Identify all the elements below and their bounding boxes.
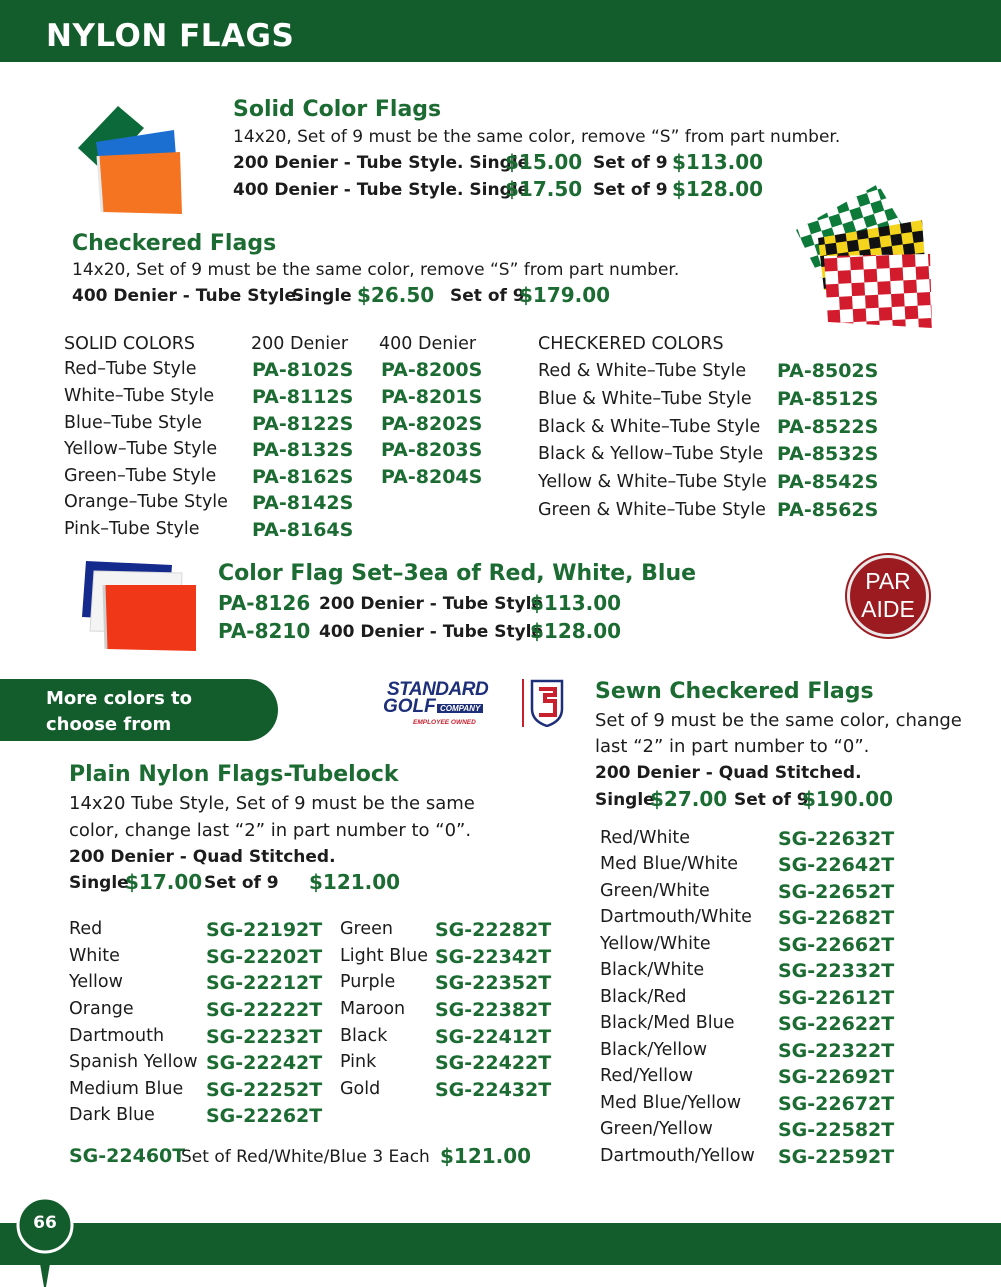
standard-golf-logo-line2: GOLF [383, 696, 436, 717]
color-set-pn: PA-8210 [218, 619, 311, 643]
sewn-color-pn: SG-22622T [778, 1013, 895, 1035]
solid-row-200-single: $15.00 [505, 150, 583, 174]
solid-color-pn-200: PA-8122S [252, 413, 354, 435]
plain-flags-denier: 200 Denier - Quad Stitched. [69, 847, 336, 867]
solid-flags-title: Solid Color Flags [233, 97, 442, 122]
sewn-color-name: Black/Med Blue [600, 1013, 735, 1033]
solid-color-name: Yellow–Tube Style [64, 439, 218, 459]
solid-row-200-set: $113.00 [672, 150, 764, 174]
sewn-color-pn: SG-22612T [778, 987, 895, 1009]
solid-color-name: Pink–Tube Style [64, 519, 200, 539]
checkered-flags-desc: 14x20, Set of 9 must be the same color, remove “S” from part number. [72, 260, 680, 280]
solid-color-pn-200: PA-8102S [252, 359, 354, 381]
checkered-color-pn: PA-8522S [777, 416, 879, 438]
sewn-color-pn: SG-22662T [778, 934, 895, 956]
solid-color-pn-400: PA-8204S [381, 466, 483, 488]
plain-color-pn: SG-22282T [435, 919, 552, 941]
sewn-color-name: Yellow/White [600, 934, 711, 954]
sewn-color-pn: SG-22692T [778, 1066, 895, 1088]
plain-color-pn: SG-22422T [435, 1052, 552, 1074]
sewn-color-pn: SG-22332T [778, 960, 895, 982]
sewn-color-name: Green/White [600, 881, 710, 901]
solid-color-pn-400: PA-8201S [381, 386, 483, 408]
page-number: 66 [33, 1213, 57, 1233]
plain-color-name: Purple [340, 972, 396, 992]
plain-color-name: Yellow [69, 972, 123, 992]
checkered-single-label: Single [292, 286, 352, 306]
plain-color-pn: SG-22352T [435, 972, 552, 994]
sewn-color-pn: SG-22682T [778, 907, 895, 929]
checkered-color-name: Blue & White–Tube Style [538, 389, 752, 409]
plain-set-desc-price: $121.00 [440, 1144, 532, 1168]
solid-row-400-label: 400 Denier - Tube Style. Single [233, 180, 530, 200]
plain-color-name: Dartmouth [69, 1026, 165, 1046]
solid-row-400-single: $17.50 [505, 177, 583, 201]
color-set-desc: 400 Denier - Tube Style [319, 622, 544, 642]
plain-set-desc: Set of Red/White/Blue 3 Each [181, 1147, 430, 1167]
checkered-set-price: $179.00 [519, 283, 611, 307]
solid-color-pn-200: PA-8142S [252, 492, 354, 514]
shield-icon [530, 679, 564, 727]
plain-color-pn: SG-22382T [435, 999, 552, 1021]
plain-color-pn: SG-22232T [206, 1026, 323, 1048]
sewn-flags-desc-1: Set of 9 must be the same color, change [595, 710, 962, 731]
plain-single-label: Single [69, 873, 129, 893]
checkered-color-pn: PA-8542S [777, 471, 879, 493]
checkered-single-price: $26.50 [357, 283, 435, 307]
sewn-color-name: Med Blue/White [600, 854, 739, 874]
sewn-single-price: $27.00 [650, 787, 728, 811]
plain-color-pn: SG-22342T [435, 946, 552, 968]
solid-color-name: White–Tube Style [64, 386, 215, 406]
par-aide-logo-line1: PAR [865, 568, 911, 594]
checkered-color-name: Black & White–Tube Style [538, 417, 761, 437]
solid-color-pn-400: PA-8203S [381, 439, 483, 461]
checkered-colors-header: CHECKERED COLORS [538, 334, 724, 354]
color-set-desc: 200 Denier - Tube Style [319, 594, 544, 614]
plain-color-name: Dark Blue [69, 1105, 155, 1125]
solid-color-name: Red–Tube Style [64, 359, 197, 379]
solid-flags-image [74, 104, 186, 218]
par-aide-logo-line2: AIDE [861, 596, 915, 622]
sewn-color-name: Black/Red [600, 987, 687, 1007]
more-colors-line1: More colors to [46, 688, 193, 709]
plain-color-pn: SG-22222T [206, 999, 323, 1021]
sewn-color-name: Green/Yellow [600, 1119, 713, 1139]
checkered-color-name: Red & White–Tube Style [538, 361, 747, 381]
checkered-color-pn: PA-8502S [777, 360, 879, 382]
plain-color-name: Medium Blue [69, 1079, 184, 1099]
sewn-color-name: Red/Yellow [600, 1066, 694, 1086]
sewn-color-name: Red/White [600, 828, 691, 848]
sewn-color-pn: SG-22642T [778, 854, 895, 876]
sewn-flags-denier: 200 Denier - Quad Stitched. [595, 763, 862, 783]
solid-colors-header: SOLID COLORS [64, 334, 195, 354]
solid-color-name: Blue–Tube Style [64, 413, 202, 433]
plain-color-name: White [69, 946, 120, 966]
plain-color-pn: SG-22202T [206, 946, 323, 968]
plain-color-pn: SG-22192T [206, 919, 323, 941]
solid-color-pn-200: PA-8132S [252, 439, 354, 461]
page-title: NYLON FLAGS [46, 18, 295, 54]
checkered-color-pn: PA-8532S [777, 443, 879, 465]
standard-golf-logo-company: COMPANY [437, 704, 483, 713]
plain-flags-desc-2: color, change last “2” in part number to “0”. [69, 820, 472, 841]
plain-color-pn: SG-22212T [206, 972, 323, 994]
sewn-color-pn: SG-22592T [778, 1146, 895, 1168]
plain-set-price: $121.00 [309, 870, 401, 894]
par-aide-logo [847, 555, 929, 637]
solid-flags-desc: 14x20, Set of 9 must be the same color, remove “S” from part number. [233, 127, 841, 147]
plain-color-name: Gold [340, 1079, 381, 1099]
solid-color-name: Green–Tube Style [64, 466, 217, 486]
plain-color-pn: SG-22252T [206, 1079, 323, 1101]
logo-divider [522, 679, 524, 727]
sewn-flags-title: Sewn Checkered Flags [595, 679, 874, 704]
denier-400-header: 400 Denier [379, 334, 477, 354]
checkered-color-pn: PA-8512S [777, 388, 879, 410]
standard-golf-logo-tagline: EMPLOYEE OWNED [413, 719, 476, 726]
plain-color-name: Pink [340, 1052, 377, 1072]
checkered-flags-title: Checkered Flags [72, 231, 277, 256]
solid-row-400-set-label: Set of 9 [593, 180, 668, 200]
plain-color-pn: SG-22432T [435, 1079, 552, 1101]
sewn-color-pn: SG-22322T [778, 1040, 895, 1062]
plain-flags-title: Plain Nylon Flags-Tubelock [69, 762, 399, 787]
solid-color-pn-200: PA-8164S [252, 519, 354, 541]
plain-color-pn: SG-22262T [206, 1105, 323, 1127]
sewn-set-price: $190.00 [802, 787, 894, 811]
sewn-color-pn: SG-22582T [778, 1119, 895, 1141]
plain-color-name: Black [340, 1026, 388, 1046]
sewn-color-name: Dartmouth/White [600, 907, 752, 927]
sewn-single-label: Single [595, 790, 655, 810]
color-set-price: $113.00 [530, 591, 622, 615]
solid-color-pn-200: PA-8112S [252, 386, 354, 408]
denier-200-header: 200 Denier [251, 334, 349, 354]
solid-color-pn-200: PA-8162S [252, 466, 354, 488]
plain-flags-desc-1: 14x20 Tube Style, Set of 9 must be the same [69, 793, 475, 814]
checkered-row-label: 400 Denier - Tube Style. [72, 286, 303, 306]
checkered-set-label: Set of 9 [450, 286, 525, 306]
plain-color-name: Red [69, 919, 103, 939]
color-set-price: $128.00 [530, 619, 622, 643]
sewn-color-pn: SG-22672T [778, 1093, 895, 1115]
plain-color-pn: SG-22242T [206, 1052, 323, 1074]
checkered-color-name: Yellow & White–Tube Style [538, 472, 767, 492]
solid-row-200-set-label: Set of 9 [593, 153, 668, 173]
solid-row-200-label: 200 Denier - Tube Style. Single [233, 153, 530, 173]
plain-set-pn: SG-22460T [69, 1145, 186, 1167]
solid-color-pn-400: PA-8202S [381, 413, 483, 435]
color-set-title: Color Flag Set–3ea of Red, White, Blue [218, 561, 697, 586]
standard-golf-logo-line1: STANDARD [387, 679, 489, 700]
golf-ball-tee-icon [14, 1196, 76, 1287]
plain-set-label: Set of 9 [204, 873, 279, 893]
standard-golf-logo [383, 679, 567, 731]
sewn-set-label: Set of 9 [734, 790, 809, 810]
more-colors-banner [0, 679, 278, 741]
sewn-color-pn: SG-22652T [778, 881, 895, 903]
sewn-flags-desc-2: last “2” in part number to “0”. [595, 736, 870, 757]
checkered-color-name: Green & White–Tube Style [538, 500, 766, 520]
sewn-color-name: Black/White [600, 960, 705, 980]
sewn-color-name: Black/Yellow [600, 1040, 708, 1060]
sewn-color-name: Dartmouth/Yellow [600, 1146, 755, 1166]
color-set-pn: PA-8126 [218, 591, 311, 615]
plain-color-name: Green [340, 919, 393, 939]
solid-row-400-set: $128.00 [672, 177, 764, 201]
footer-bar [0, 1223, 1001, 1265]
plain-color-name: Maroon [340, 999, 406, 1019]
checkered-color-name: Black & Yellow–Tube Style [538, 444, 764, 464]
plain-color-name: Orange [69, 999, 134, 1019]
plain-color-pn: SG-22412T [435, 1026, 552, 1048]
sewn-color-name: Med Blue/Yellow [600, 1093, 742, 1113]
plain-color-name: Light Blue [340, 946, 428, 966]
sewn-color-pn: SG-22632T [778, 828, 895, 850]
solid-color-name: Orange–Tube Style [64, 492, 228, 512]
plain-single-price: $17.00 [125, 870, 203, 894]
more-colors-line2: choose from [46, 714, 172, 735]
solid-color-pn-400: PA-8200S [381, 359, 483, 381]
header-bar [0, 0, 1001, 62]
plain-color-name: Spanish Yellow [69, 1052, 198, 1072]
checkered-flags-image [794, 182, 936, 330]
checkered-color-pn: PA-8562S [777, 499, 879, 521]
color-set-flags-image [78, 557, 200, 653]
